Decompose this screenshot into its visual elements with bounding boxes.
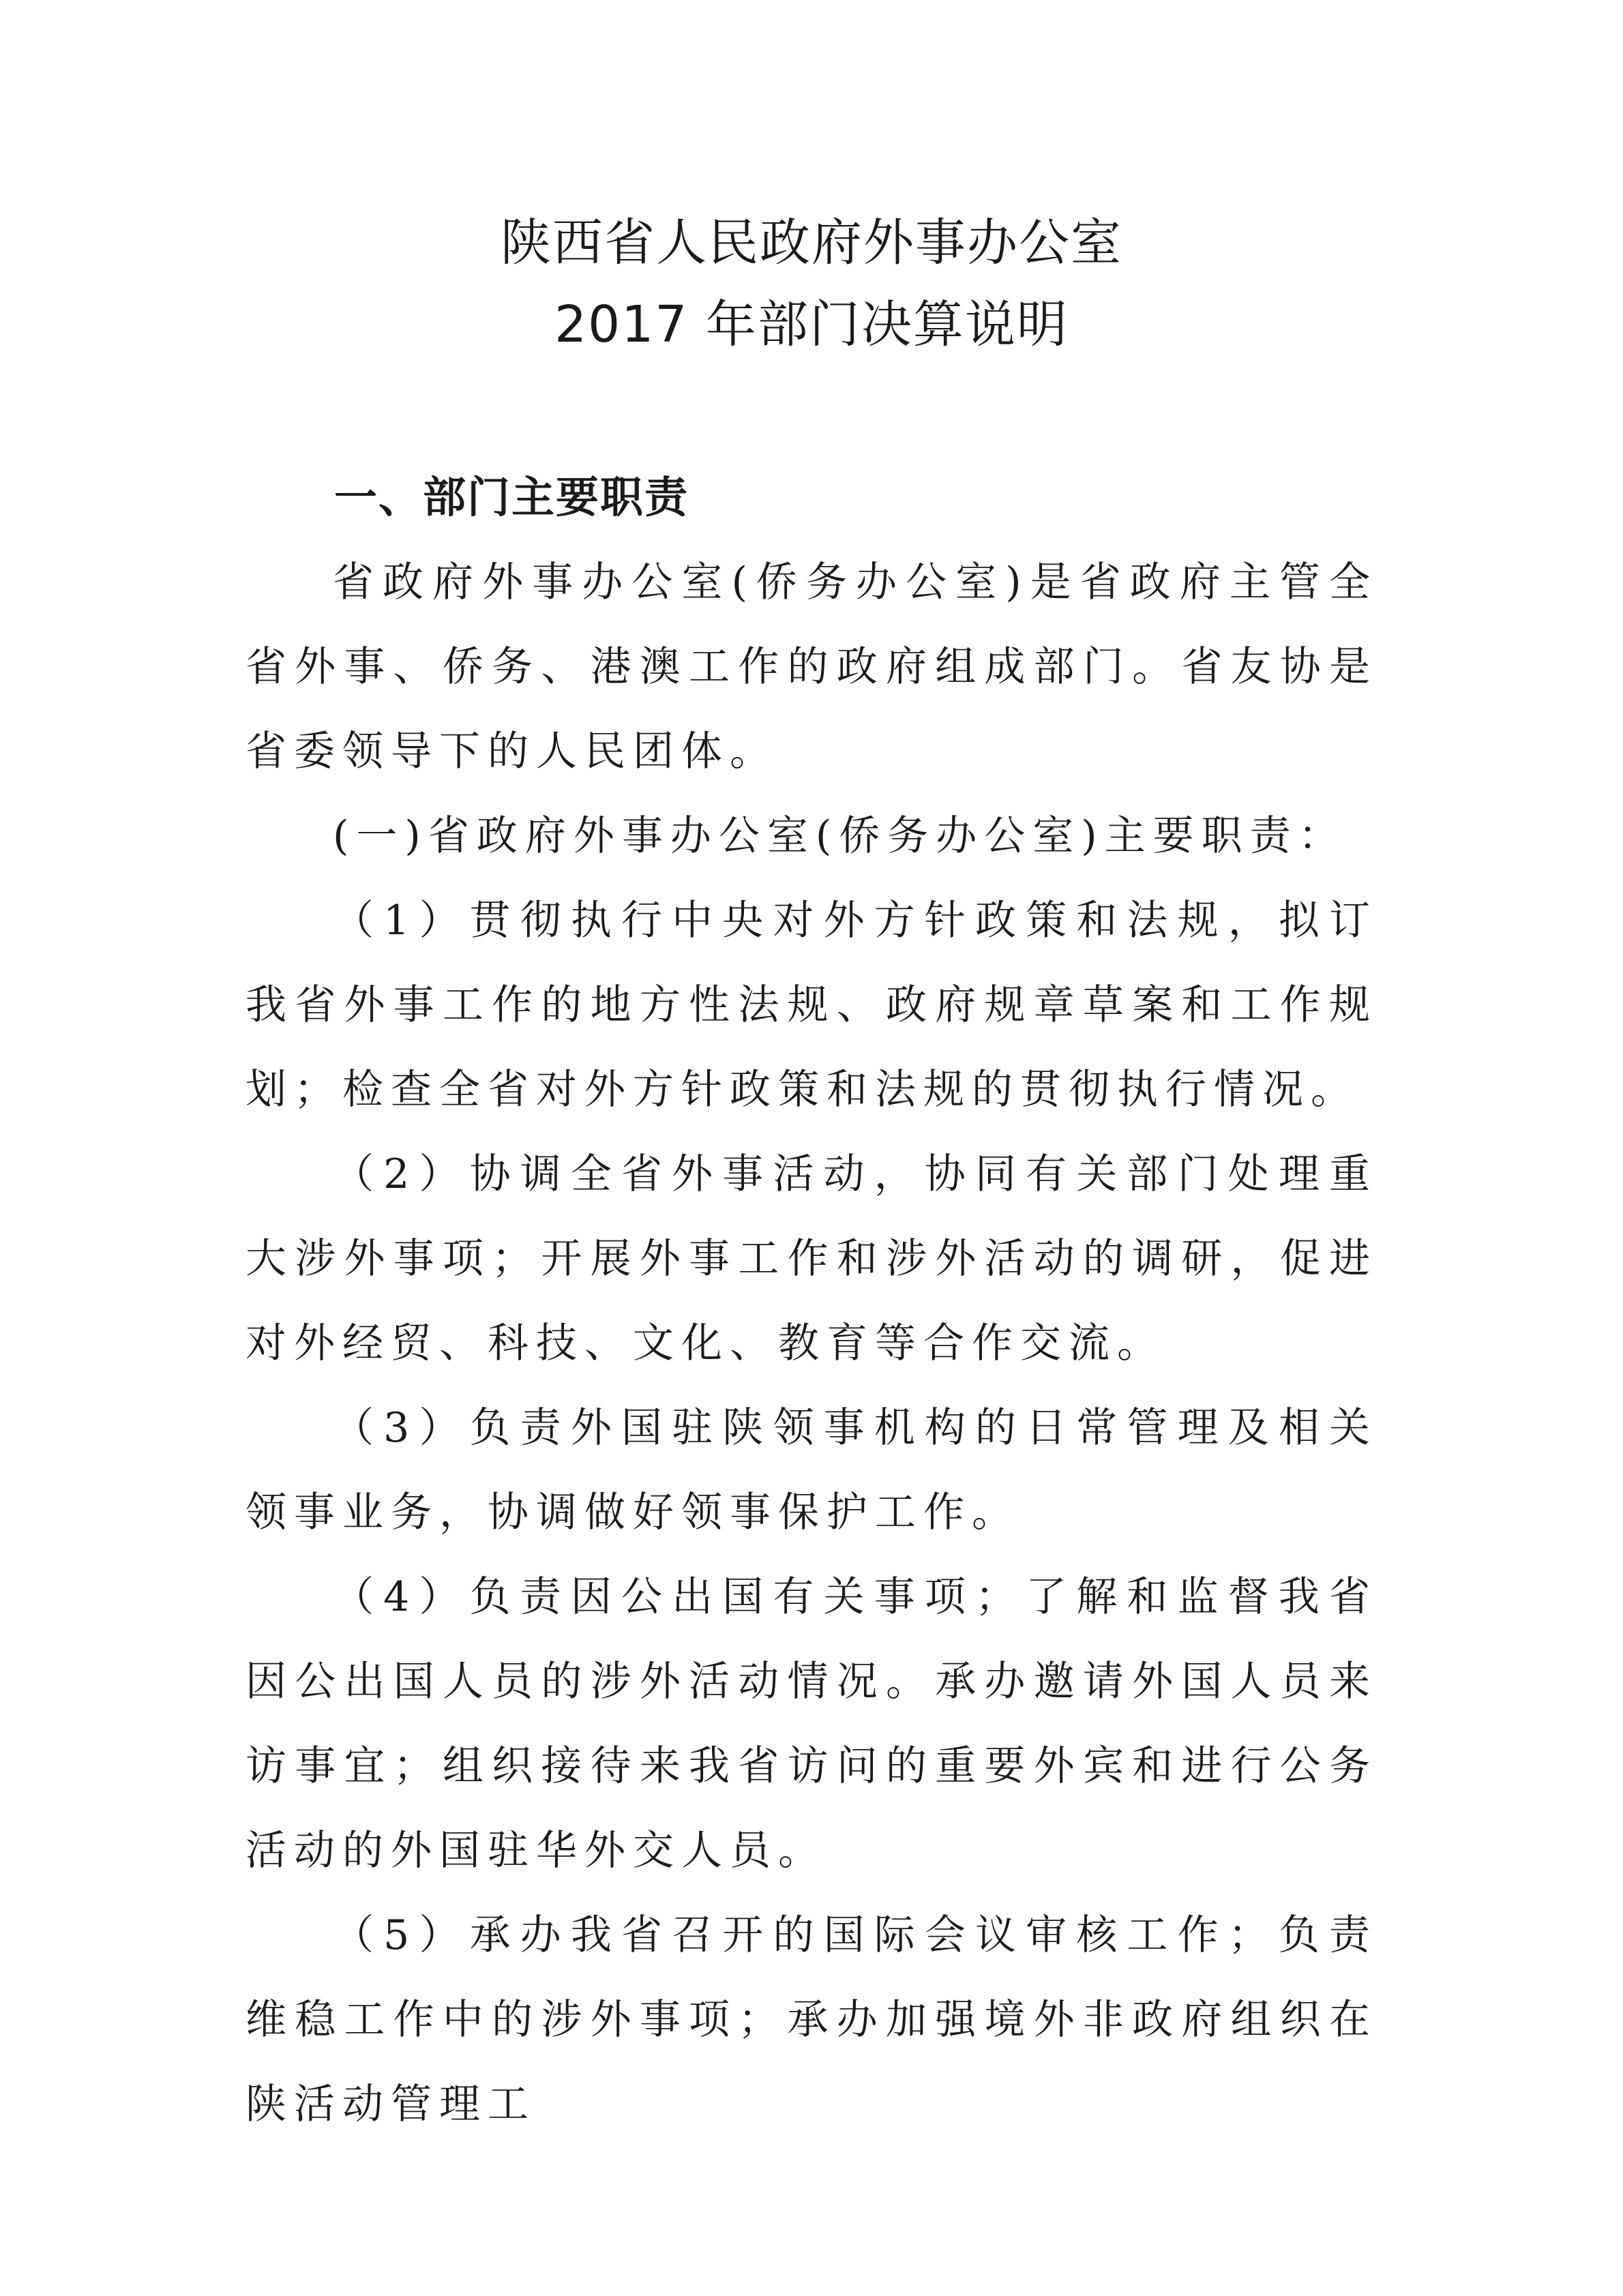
document-title (0, 202, 1623, 366)
title-line-2: 2017 年部门决算说明 (554, 295, 1069, 354)
paragraph-duty-4: （4）负责因公出国有关事项；了解和监督我省因公出国人员的涉外活动情况。承办邀请外国人员来访事宜；组织接待来我省访问的重要外宾和进行公务活动的外国驻华外交人员。 (245, 1573, 1378, 1875)
document-body (245, 456, 1378, 2147)
paragraph-duty-1: （1）贯彻执行中央对外方针政策和法规，拟订我省外事工作的地方性法规、政府规章草案和工作规划；检查全省对外方针政策和法规的贯彻执行情况。 (245, 897, 1378, 1114)
title-line-1: 陕西省人民政府外事办公室 (501, 213, 1122, 272)
paragraph-intro: 省政府外事办公室(侨务办公室)是省政府主管全省外事、侨务、港澳工作的政府组成部门。省友协是省委领导下的人民团体。 (245, 558, 1378, 775)
paragraph-subheading: (一)省政府外事办公室(侨务办公室)主要职责： (333, 812, 1347, 860)
paragraph-duty-5: （5）承办我省召开的国际会议审核工作；负责维稳工作中的涉外事项；承办加强境外非政府组织在陕活动管理工 (245, 1911, 1378, 2128)
paragraph-duty-3: （3）负责外国驻陕领事机构的日常管理及相关领事业务，协调做好领事保护工作。 (245, 1404, 1378, 1536)
paragraph-duty-2: （2）协调全省外事活动，协同有关部门处理重大涉外事项；开展外事工作和涉外活动的调研，促进对外经贸、科技、文化、教育等合作交流。 (245, 1150, 1378, 1367)
section-heading: 一、部门主要职责 (334, 473, 689, 522)
